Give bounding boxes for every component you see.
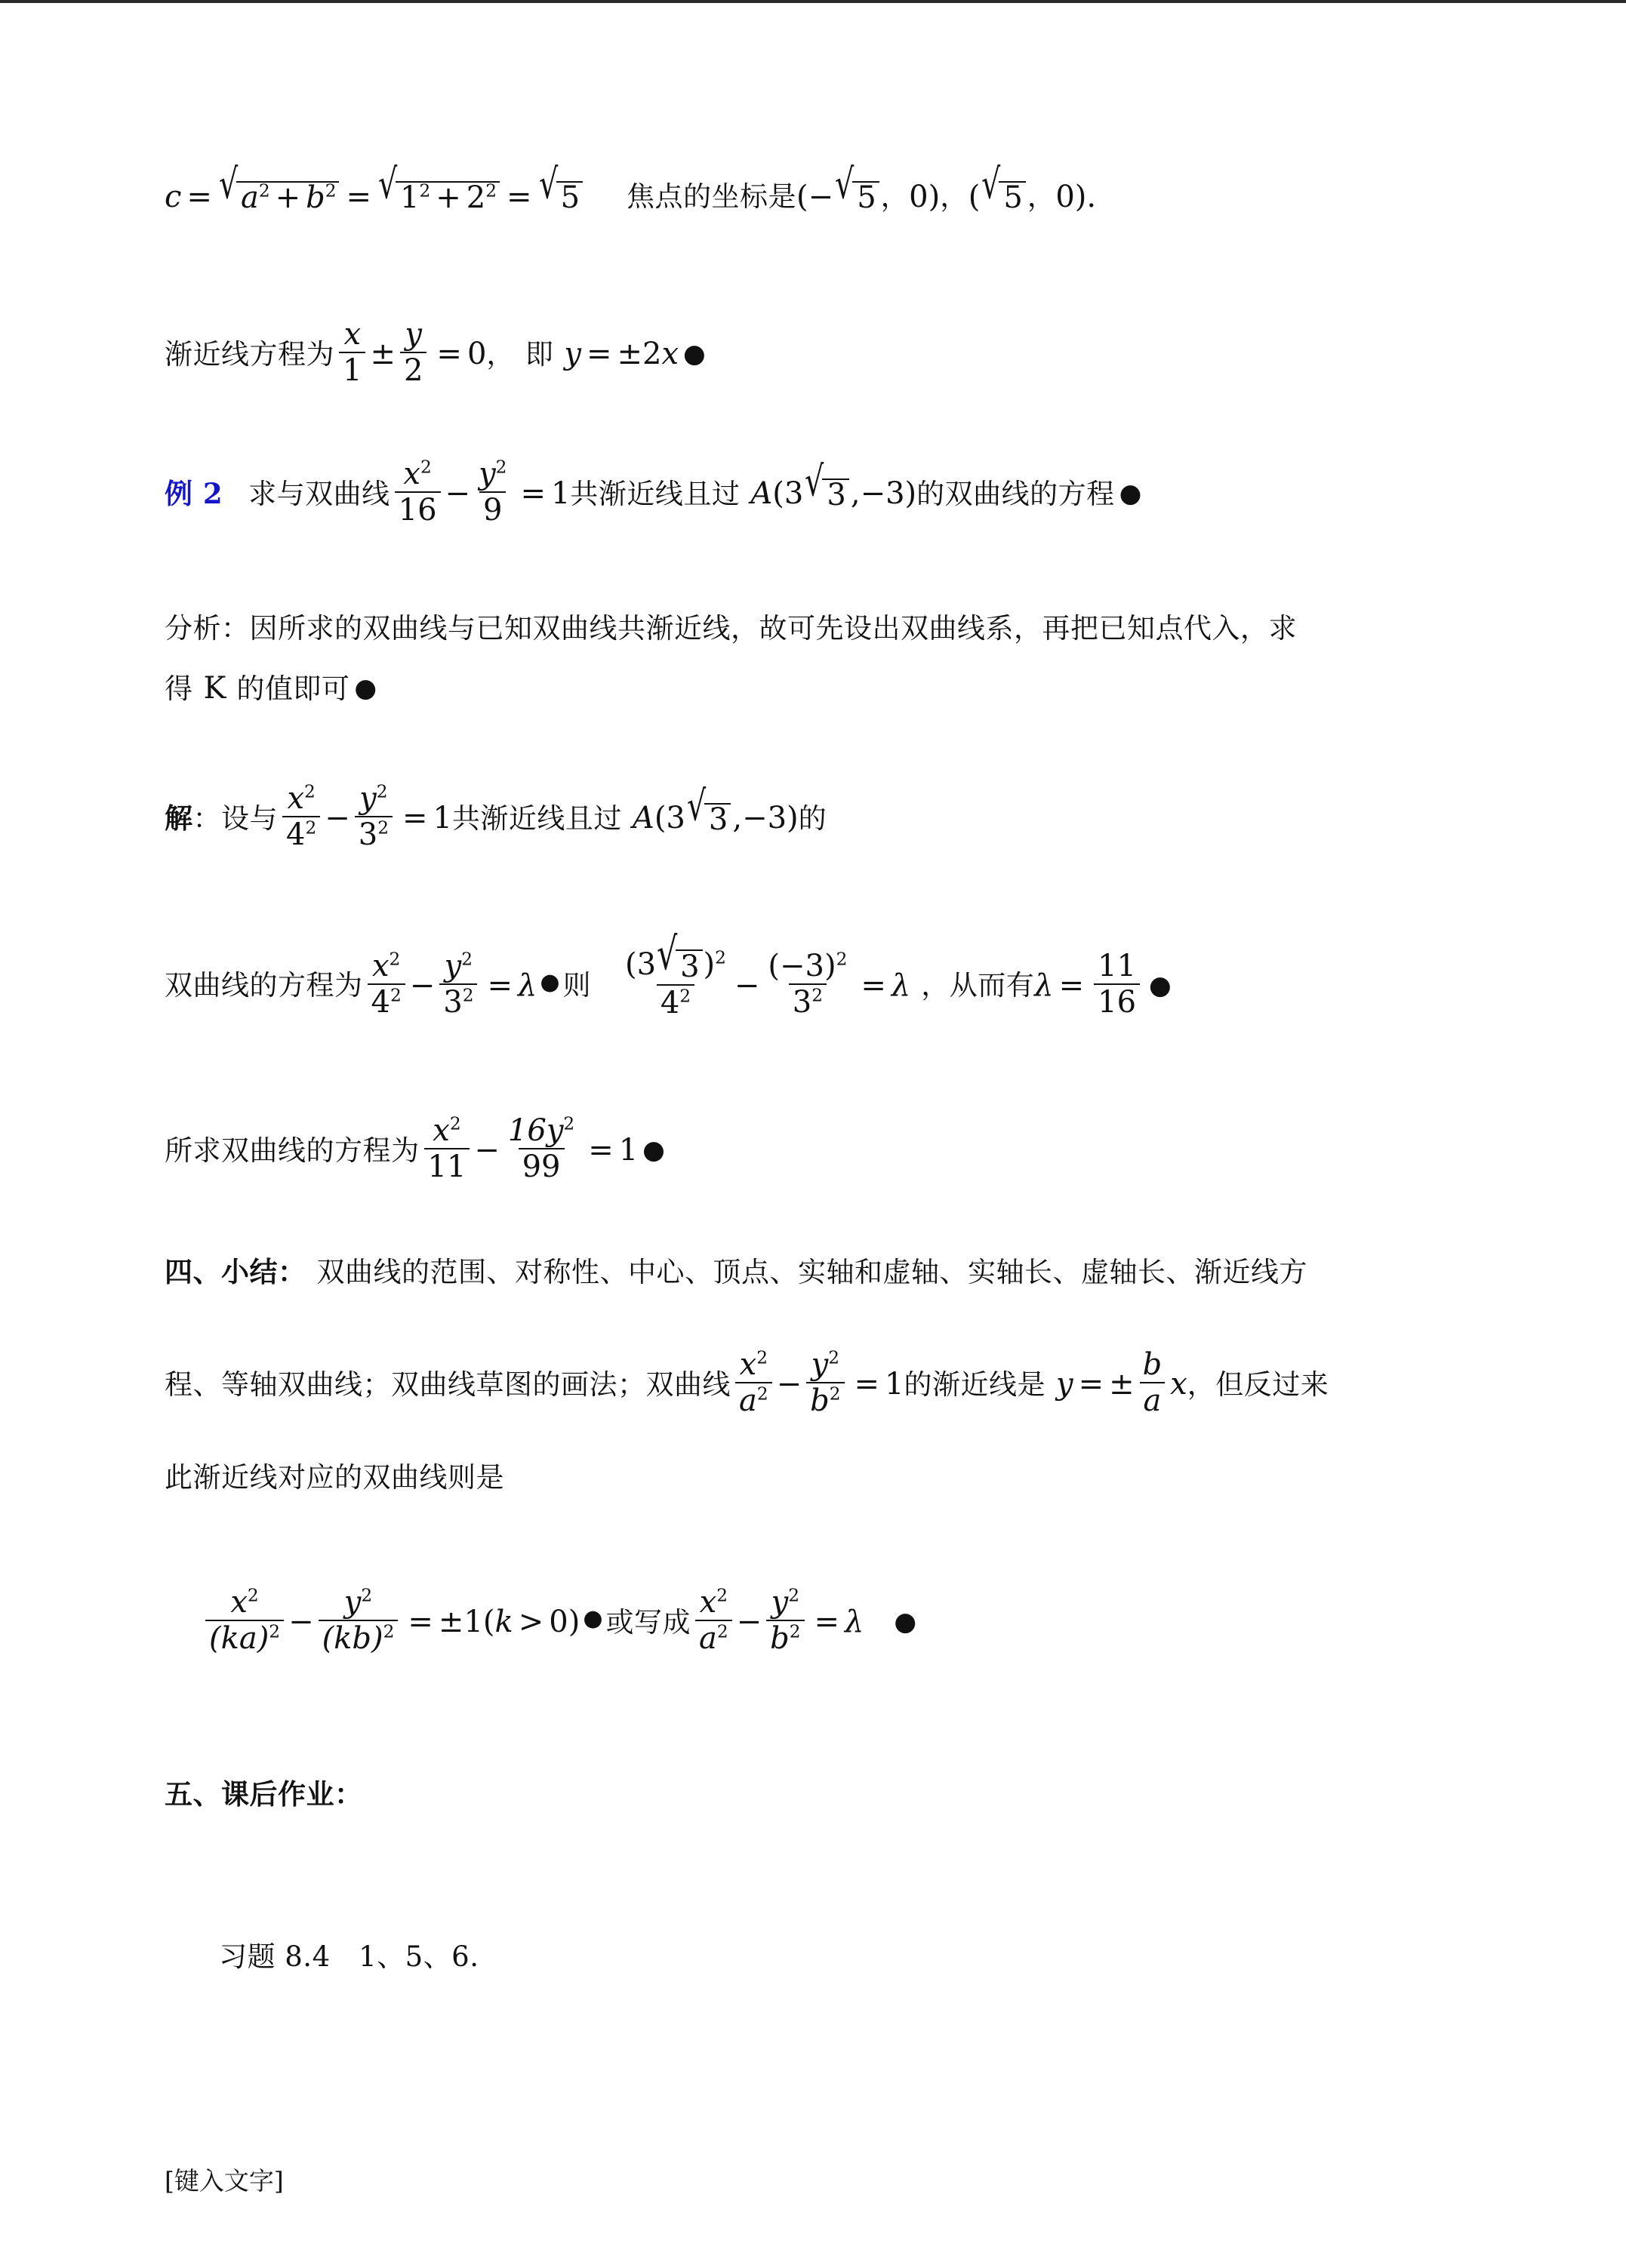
minus-sign: − [776,1367,802,1402]
radical-sign-icon: √ [805,457,824,506]
fraction-x2-over-11 [424,1115,470,1183]
paren-open: ( [654,801,667,835]
analysis-paragraph-line-2 [165,671,377,706]
zero-1: 0 [909,179,928,214]
radicand: 3 [676,949,702,983]
radicand: $a^2 + b^2$ [236,181,340,213]
numerator: $y^2$ [811,1347,840,1382]
solution-lead: 设与 [221,802,278,835]
asymptote-is-label: 的渐近线是 [904,1368,1046,1401]
fraction-16y2-over-99 [504,1115,578,1183]
comma: ， [1187,1368,1216,1401]
numerator: x [343,317,361,352]
fraction-y2-over-9 [475,458,510,526]
numerator: b [1142,1347,1163,1382]
radical-sign-icon: √ [218,159,239,208]
denominator: $b^2$ [806,1382,844,1417]
fraction-3root3-squared-over-4sq [621,927,730,1020]
asymptote-equation-label: 渐近线方程为 [165,337,334,371]
zero: 0 [467,337,487,371]
comma: ， [921,969,950,1002]
solution-line-1 [165,781,827,852]
denominator: 2 [400,352,427,386]
solution-colon: ： [192,802,221,835]
numerator: y [405,317,422,352]
equals-sign-2: = [861,968,886,1003]
denominator: (ka)$^2$ [205,1620,284,1654]
point-A: A [632,801,654,835]
denominator: $a^2$ [695,1620,732,1654]
radical-sign-icon: √ [657,927,678,980]
numerator: $x^2$ [230,1585,259,1620]
or-written-as-label: 或写成 [605,1605,691,1639]
denominator: $3^2$ [355,816,393,851]
minus-sign-2: − [734,968,760,1003]
fraction-x2-over-a2 [735,1349,772,1417]
shared-asymptote-text: 共渐近线且过 [451,802,622,835]
comma-2: ， [1027,180,1056,213]
one: 1 [550,476,571,511]
radical-5-neg [835,159,879,215]
denominator: 1 [339,352,365,386]
solution-tail: 的 [798,802,827,835]
equals-sign-2: = [814,1605,840,1639]
radical-1sq-plus-2sq [378,159,500,215]
lambda-derivation-line [165,927,1172,1020]
period: . [1086,179,1097,214]
therefore-label: 从而有 [949,969,1035,1002]
equals-sign-2: = [1078,1367,1104,1402]
minus-sign: − [288,1605,314,1639]
sentence-dot: ● [894,1607,917,1637]
asymptote-equation-line [165,317,706,388]
denominator: 99 [519,1148,565,1183]
numerator: $(-3)^2$ [768,948,848,983]
denominator: $b^2$ [766,1620,804,1654]
variable-k: k [494,1605,513,1639]
radical-sign-icon: √ [538,159,558,208]
numerator: $x^2$ [433,1113,461,1148]
denominator: 9 [479,491,506,526]
point-A-y-coordinate: ,−3) [732,801,799,835]
summary-continued-line [165,1347,1329,1418]
example-2-prompt: 求与双曲线 [248,477,390,510]
that-is-label: 即 [525,337,554,371]
shared-asymptote-text: 共渐近线且过 [570,477,741,510]
point-A: A [750,476,773,511]
variable-x: x [661,337,679,371]
fraction-y2-over-kb2 [319,1586,399,1654]
fraction-y-over-2 [400,319,427,386]
zero-2: 0 [1055,179,1075,214]
numerator: (3 √ 3 )$^2$ [625,927,726,984]
denominator: (kb)$^2$ [319,1620,399,1654]
minus-sign: − [808,179,834,214]
example-2-label: 例 2 [165,476,223,510]
fraction-x2-over-4sq [368,950,405,1018]
sentence-dot: ● [540,968,560,996]
footer-placeholder: [键入文字] [165,2166,284,2196]
fraction-neg3-squared-over-3sq [764,950,851,1018]
example-2-tail: 的双曲线的方程 [916,477,1115,510]
sentence-dot: ● [683,339,706,369]
equals-sign-3: = [507,179,532,214]
point-A-y-coordinate: ,−3) [850,476,917,511]
variable-y: y [564,337,581,371]
final-answer-line [165,1113,665,1184]
equals-sign-2: = [587,337,612,371]
solution-label: 解 [165,801,193,835]
denominator: 11 [424,1148,470,1183]
comma-1: ， [880,180,910,213]
homework-heading-line [165,1777,363,1811]
paren-open-2: ( [968,179,981,214]
numerator: $x^2$ [739,1347,768,1382]
minus-sign: − [445,476,471,511]
equals-sign-2: = [346,179,371,214]
paren-open: ( [772,476,784,511]
plus-minus-sign-2: ± [617,337,643,371]
summary-colon: ： [278,1255,306,1288]
fraction-y2-over-b2 [766,1586,804,1654]
greater-than-sign: > [518,1605,544,1639]
plus-minus-one-condition: ±1( [438,1605,495,1639]
equals-sign: = [436,337,462,371]
lambda-symbol-3: λ [1034,968,1054,1003]
radical-sign-icon: √ [686,781,707,830]
lambda-symbol-2: λ [891,968,911,1003]
equals-sign: = [487,968,513,1003]
coefficient-3: 3 [666,801,685,835]
variable-x: x [1170,1367,1187,1402]
fraction-b-over-a [1139,1349,1166,1417]
numerator: $y^2$ [444,948,473,983]
numerator: $y^2$ [771,1585,800,1620]
fraction-y2-over-3sq [355,783,393,851]
radicand: 3 [704,803,731,835]
analysis-text-post: 的值即可 [236,672,350,705]
denominator: $4^2$ [368,983,405,1018]
homework-items-line [219,1940,479,1973]
fraction-y2-over-b2 [806,1349,844,1417]
radicand: 3 [822,479,848,510]
equals-sign: = [408,1605,433,1639]
equals-sign-3: = [1058,968,1085,1003]
plus-minus-sign: ± [1109,1367,1135,1402]
summary-continued-text: 程、等轴双曲线；双曲线草图的画法；双曲线 [165,1368,731,1401]
sentence-dot: ● [642,1135,665,1165]
denominator: $3^2$ [439,983,477,1018]
numerator: 11 [1098,948,1137,983]
one: 1 [618,1133,639,1168]
numerator: $y^2$ [359,781,388,816]
radical-5 [538,159,584,215]
final-answer-label: 所求双曲线的方程为 [165,1134,420,1167]
sentence-dot: ● [583,1605,603,1632]
example-2-line [165,457,1142,528]
equals-sign: = [186,179,212,214]
fraction-y2-over-3sq [439,950,477,1018]
summary-heading-line [165,1255,1307,1288]
equals-sign: = [588,1133,614,1168]
analysis-text-pre: 得 [165,672,193,705]
sentence-dot: ● [1149,970,1172,1001]
summary-heading: 四、小结 [165,1255,278,1288]
hyperbola-equation-label: 双曲线的方程为 [165,969,363,1002]
denominator: $4^2$ [282,816,320,851]
radical-sign-icon: √ [378,159,398,208]
sentence-dot: ● [1119,479,1142,509]
variable-c: c [165,179,182,214]
homework-heading: 五、课后作业： [165,1777,363,1811]
numerator: $x^2$ [287,781,316,816]
minus-sign-2: − [736,1605,762,1639]
analysis-text: 分析：因所求的双曲线与已知双曲线共渐近线，故可先设出双曲线系，再把已知点代入，求 [165,612,1297,645]
however-label: 但反过来 [1215,1368,1329,1401]
radicand: 5 [852,181,879,213]
radical-3 [686,781,731,837]
fraction-x2-over-4sq [282,783,320,851]
equals-sign: = [854,1367,880,1402]
hyperbola-family-equation-line [201,1585,917,1656]
radical-5-pos [981,159,1026,215]
lambda-symbol: λ [845,1605,864,1639]
then-label: 则 [562,969,592,1002]
plus-minus-sign: ± [370,337,396,371]
analysis-paragraph-line-1 [165,612,1297,645]
equals-sign: = [520,476,546,511]
variable-y: y [1055,1367,1073,1402]
radical-a2-plus-b2 [218,159,340,215]
fraction-x2-over-ka2 [205,1586,284,1654]
coefficient-3: 3 [784,476,804,511]
paren-close-1: ) [928,179,941,214]
fraction-x2-over-a2 [695,1586,732,1654]
paren-open-1: ( [796,179,808,214]
converse-statement-line [165,1461,504,1494]
fraction-11-over-16 [1094,950,1140,1018]
equation-line-c-value [165,159,1097,215]
focus-coordinates-label: 焦点的坐标是 [627,180,797,213]
denominator: 16 [395,491,441,526]
numerator: $x^2$ [403,457,432,491]
homework-items: 习题 8.4 1、5、6. [219,1940,479,1973]
minus-sign: − [474,1133,500,1168]
coefficient-2: 2 [642,337,662,371]
comma: ， [486,337,515,371]
paren-close-2: ) [1074,179,1087,214]
numerator: $y^2$ [479,457,507,491]
minus-sign: − [325,801,350,835]
one: 1 [433,801,452,835]
radical-sign-icon: √ [981,159,1001,208]
denominator: a [1140,1382,1166,1417]
zero-close-paren: 0) [549,1605,580,1639]
denominator: $4^2$ [657,984,694,1019]
one: 1 [885,1367,904,1402]
numerator: $x^2$ [371,948,401,983]
fraction-x-over-1 [339,319,365,386]
denominator: $a^2$ [735,1382,772,1417]
denominator: $3^2$ [789,983,827,1018]
converse-statement-text: 此渐近线对应的双曲线则是 [165,1461,504,1494]
summary-text: 双曲线的范围、对称性、中心、顶点、实轴和虚轴、实轴长、虚轴长、渐近线方 [316,1256,1307,1288]
numerator: $x^2$ [699,1585,728,1620]
minus-sign: − [409,968,436,1003]
radicand: 5 [999,181,1025,213]
lambda-symbol: λ [517,968,537,1003]
fraction-x2-over-16 [395,458,441,526]
document-page [0,3,1626,2268]
comma-between: ， [940,180,969,213]
radical-sign-icon: √ [835,159,855,208]
radical-3 [805,457,849,512]
denominator: 16 [1094,983,1140,1018]
numerator: $y^2$ [343,1585,373,1620]
radicand: 5 [556,181,583,213]
numerator: $16y^2$ [507,1113,575,1148]
sentence-dot: ● [354,673,377,703]
radicand: $1^2 + 2^2$ [396,181,500,213]
equals-sign: = [402,801,428,835]
constant-K: K [203,671,226,706]
